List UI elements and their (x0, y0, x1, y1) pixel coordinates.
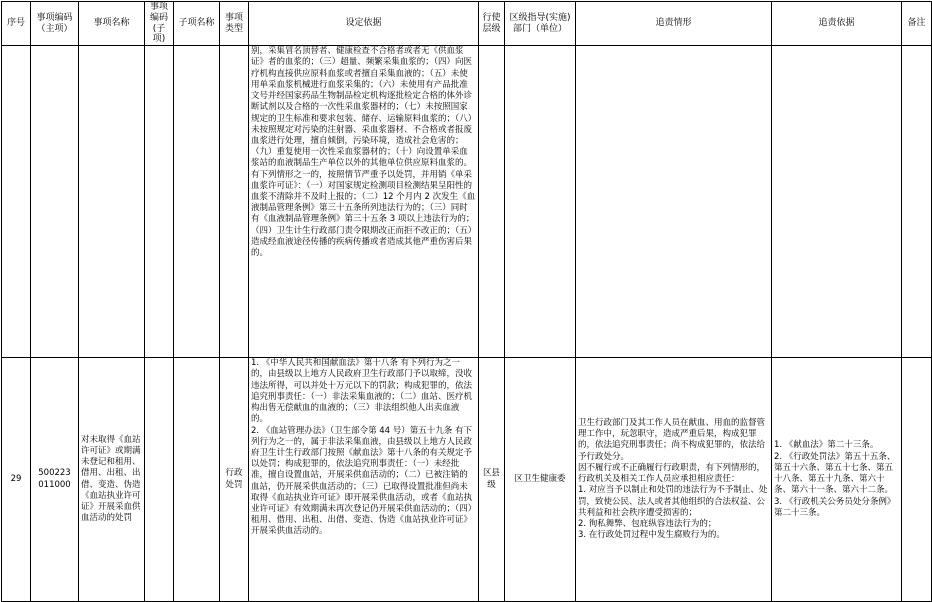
cell-remark (902, 358, 932, 602)
header-remark: 备注 (902, 2, 932, 46)
header-accountability-basis: 追责依据 (772, 2, 902, 46)
header-dept: 区级指导(实施) 部门（单位） (505, 2, 576, 46)
cell-level: 区县 级 (479, 358, 505, 602)
cell-basis: 别，采集冒名顶替者、健康检查不合格者或者无《供血浆证》者的血浆的；（三）超量、频繁采集血浆的；（四）向医疗机构直接供应原料血浆或者擅自采集血液的；（五）未使用单采血浆机械进行血浆采集的；（六）未使用有产品批准文号并经国家药品生物制品检定机构逐批检定合格的体外诊断试剂以及合格的一次性采血浆器材的；（七）未按照国家规定的卫生标准和要求包装、储存、运输原料血浆的；（八）未按照规定对污染的注射器、采血浆器材、不合格或者报废血浆进行处理，擅自倾倒，污染环境，造成社会危害的；（九）重复使用一次性采血浆器材的；（十）向设置单采血浆站的血液制品生产单位以外的其他单位供应原料血浆的。有下列情形之一的，按照情节严重予以处罚，并用销《单采血浆许可证》：（一）对国家规定检测项目检测结果呈阳性的血浆不清除并不及时上报的；（二）12 个月内 2 次发生《血液制品管理条例》第三十五条所列违法行为的；（三）同时有《血液制品管理条例》第三十五条 3 项以上违法行为的；（四）卫生计生行政部门责令限期改正而拒不改正的；（五）造成经血液途径传播的疾病传播或者造成其他严重伤害后果的。 (249, 46, 479, 358)
cell-sub-code (145, 358, 174, 602)
header-level: 行使 层级 (479, 2, 505, 46)
cell-type: 行政 处罚 (220, 358, 249, 602)
cell-dept (505, 46, 576, 358)
cell-sub-name (174, 46, 220, 358)
header-sub-name: 子项名称 (174, 2, 220, 46)
cell-main-code: 500223 011000 (31, 358, 79, 602)
header-type: 事项 类型 (220, 2, 249, 46)
table-header-row (2, 2, 932, 46)
cell-accountability-cases (576, 46, 772, 358)
cell-basis: 1. 《中华人民共和国献血法》第十八条 有下列行为之一的，由县级以上地方人民政府卫生行政部门予以取缔，没收违法所得，可以并处十万元以下的罚款；构成犯罪的，依法追究刑事责任：（一）非法采集血液的；（二）血站、医疗机构出售无偿献血的血液的；（三）非法组织他人出卖血液的。 2. 《血站管理办法》（卫生部令第 44 号）第五十九条 有下列行为之一的，属于非法采集血液，由县级以上地方人民政府卫生计生行政部门按照《献血法》第十八条的有关规定予以处罚；构成犯罪的，依法追究刑事责任：（一）未经批准，擅自设置血站，开展采供血活动的；（二）已被注销的血站，仍开展采供血活动的；（三）已取得设置批准但尚未取得《血站执业许可证》即开展采供血活动，或者《血站执业许可证》有效期满未再次登记仍开展采供血活动的；（四）租用、借用、出租、出借、变造、伪造《血站执业许可证》开展采供血活动的。 (249, 358, 479, 602)
header-seq: 序号 (2, 2, 31, 46)
header-main-name: 事项名称 (79, 2, 145, 46)
cell-accountability-basis: 1. 《献血法》第二十三条。 2. 《行政处罚法》第五十五条、第五十六条、第五十七条、第五十八条、第五十九条、第六十条、第六十一条、第六十二条。 3. 《行政机关公务员处分条例》第二十三条。 (772, 358, 902, 602)
cell-level (479, 46, 505, 358)
cell-sub-code (145, 46, 174, 358)
header-basis: 设定依据 (249, 2, 479, 46)
cell-seq: 29 (2, 358, 31, 602)
cell-main-code (31, 46, 79, 358)
accountability-table (1, 1, 932, 602)
table-row (2, 46, 932, 358)
cell-remark (902, 46, 932, 358)
cell-accountability-basis (772, 46, 902, 358)
header-main-code: 事项编码 （主项） (31, 2, 79, 46)
cell-sub-name (174, 358, 220, 602)
header-accountability-cases: 追责情形 (576, 2, 772, 46)
cell-main-name (79, 46, 145, 358)
table-row (2, 358, 932, 602)
cell-main-name: 对未取得《血站许可证》或期满未登记和租用、借用、出租、出借、变造、伪造《血站执业许可证》开展采血供血活动的处罚 (79, 358, 145, 602)
cell-type (220, 46, 249, 358)
cell-accountability-cases: 卫生行政部门及其工作人员在献血、用血的监督管理工作中，玩忽职守，造成严重后果，构成犯罪的，依法追究刑事责任；尚不构成犯罪的，依法给予行政处分。 因不履行或不正确履行行政职责，有下列情形的，行政机关及相关工作人员应承担相应责任： 1. 对应当予以制止和处罚的违法行为不予制止、处罚，致使公民、法人或者其他组织的合法权益、公共利益和社会秩序遭受损害的； 2. 徇私舞弊、包庇纵容违法行为的； 3. 在行政处罚过程中发生腐败行为的。 (576, 358, 772, 602)
header-sub-code: 事项编码 (子项) (145, 2, 174, 46)
cell-seq (2, 46, 31, 358)
cell-dept: 区卫生健康委 (505, 358, 576, 602)
